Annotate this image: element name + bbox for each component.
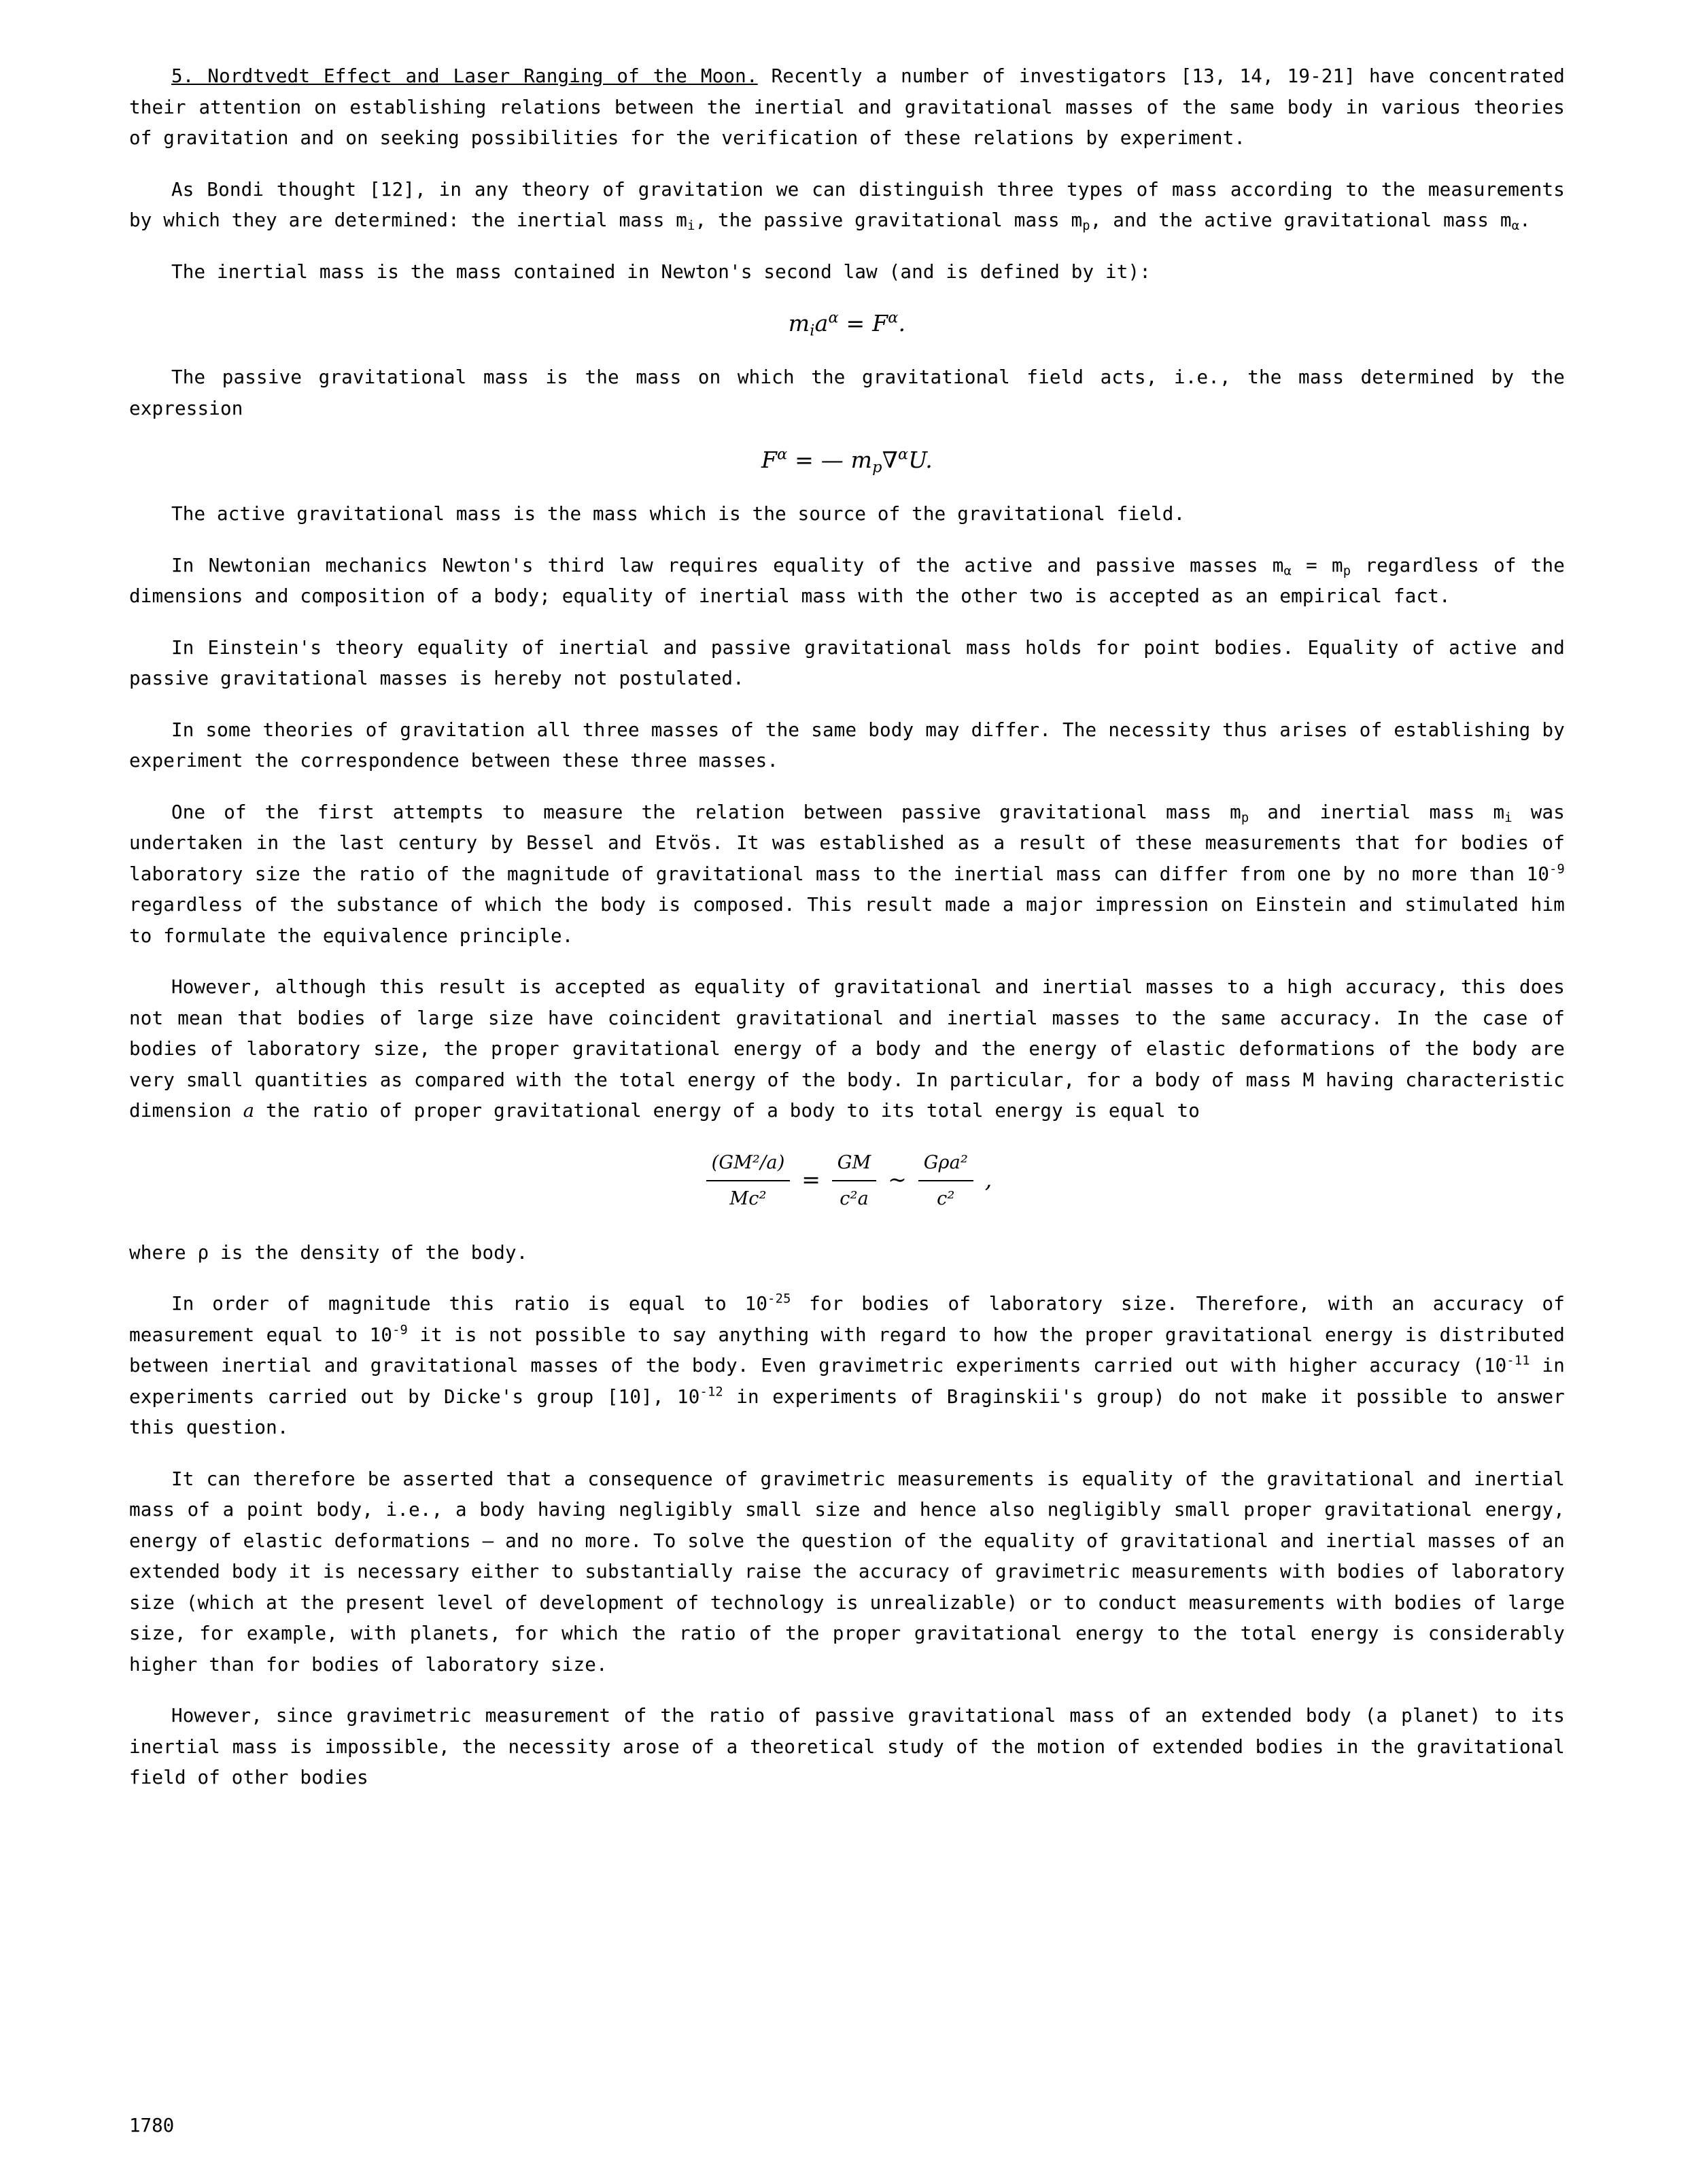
subscript-alpha: α [1283,564,1292,578]
paragraph-text: However, although this result is accepted as equality of gravitational and inertial masses to a high accuracy, this does not mean that bodies of large size have coincident gravitational and inertial masses to the same accuracy. In the case of bodies of laboratory size, the proper gravitational energy of a body and the energy of elastic deformations of the body are very small quantities as compared with the total energy of the body. In particular, for a body of mass M having characteristic dimension [129,976,1565,1122]
section-heading: 5. Nordtvedt Effect and Laser Ranging of the Moon. [171,65,758,87]
superscript-exponent: -11 [1506,1353,1530,1368]
paragraph-text: for bodies of laboratory size. Therefore, with an accuracy of measurement equal to 10 [129,1293,1565,1346]
fraction-denominator: Mc² [729,1188,767,1209]
article-body [129,61,1565,1794]
fraction-1 [706,1147,791,1215]
eq-equals-minus-m: = — m [787,447,873,473]
eq-sup-alpha: α [828,309,839,327]
paragraph-text: The passive gravitational mass is the mass on which the gravitational field acts, i.e., the mass determined by the expression [129,366,1565,419]
fraction-3 [918,1147,973,1215]
subscript-p: p [1343,564,1351,578]
subscript-p: p [1241,810,1249,825]
equation-passive-force [129,445,1565,476]
paragraph-point-body-conclusion [129,1464,1565,1681]
eq-u: U [908,447,926,473]
paragraph-text: However, since gravimetric measurement of the ratio of passive gravitational mass of an extended body (a planet) to its inertial mass is impossible, the necessity arose of a theoretical study of the motion of extended bodies in the gravitational field of other bodies [129,1705,1565,1788]
fraction-numerator: Gρa² [918,1147,973,1181]
fraction-denominator: c² [937,1188,955,1209]
tilde-sign: ∼ [888,1166,908,1192]
paragraph-einstein-theory [129,633,1565,695]
paragraph-text: The inertial mass is the mass contained in Newton's second law (and is defined by it): [171,260,1152,283]
page-number: 1780 [129,2115,175,2136]
eq-sup-alpha-2: α [888,309,899,327]
equals-sign: = [801,1166,821,1192]
paragraph-density-note [129,1238,1565,1269]
fraction-numerator: (GM²/a) [706,1147,791,1181]
paragraph-text: = m [1291,554,1343,576]
paragraph-bessel-etvos [129,797,1565,952]
paragraph-text: where ρ is the density of the body. [129,1241,528,1264]
eq-comma: , [984,1166,992,1192]
paragraph-theoretical-study [129,1701,1565,1794]
fraction-denominator: c²a [840,1188,869,1209]
paragraph-text: . [1519,209,1531,231]
paragraph-text: it is not possible to say anything with regard to how the proper gravitational energy is distributed between inertial and gravitational masses of the body. Even gravimetric experiments carried out with higher accuracy (10 [129,1323,1565,1376]
paragraph-passive-mass [129,362,1565,424]
paragraph-text: In some theories of gravitation all three masses of the same body may differ. The necessity thus arises of establishing by experiment the correspondence between these three masses. [129,718,1565,772]
paragraph-text: As Bondi thought [12], in any theory of gravitation we can distinguish three types of mass according to the measurements by which they are determined: the inertial mass m [129,178,1565,231]
subscript-alpha: α [1511,219,1520,234]
paragraph-text: In Newtonian mechanics Newton's third law requires equality of the active and passive masses m [171,554,1284,576]
paragraph-text: in experiments carried out by Dicke's group [10], 10 [129,1355,1565,1408]
paragraph-text: In order of magnitude this ratio is equal to 10 [171,1293,768,1315]
paragraph-text: The active gravitational mass is the mass which is the source of the gravitational field. [171,503,1186,525]
eq-a: a [814,310,829,336]
paragraph-text: , the passive gravitational mass m [695,209,1083,231]
paragraph-order-of-magnitude [129,1289,1565,1444]
eq-sub-i: i [810,322,815,340]
paragraph-text: regardless of the substance of which the body is composed. This result made a major impression on Einstein and stimulated him to formulate the equivalence principle. [129,894,1565,947]
subscript-i: i [687,219,695,234]
eq-sup-alpha-2: α [897,445,909,464]
paragraph-text: in experiments of Braginskii's group) do not make it possible to answer this question. [129,1385,1565,1438]
paragraph-text: , and the active gravitational mass m [1090,209,1512,231]
paragraph-text: One of the first attempts to measure the relation between passive gravitational mass m [171,801,1241,823]
equation-newton-second-law [129,308,1565,339]
subscript-i: i [1504,810,1512,825]
eq-nabla: ∇ [882,447,898,473]
paragraph-text: Recently a number of investigators [13, 14, 19-21] have concentrated their attention on establishing relations between the inertial and gravitational masses of the same body in various theories of gravitation and on seeking possibilities for the verification of these relations by experiment. [129,65,1565,149]
eq-sup-alpha: α [777,445,788,464]
superscript-exponent: -25 [767,1292,791,1306]
paragraph-large-bodies [129,972,1565,1127]
paragraph-text: It can therefore be asserted that a consequence of gravimetric measurements is equality of the gravitational and inertial mass of a point body, i.e., a body having negligibly small size and hence also negligibly small proper gravitational energy, energy of elastic deformations — and no more. To solve the question of the equality of gravitational and inertial masses of an extended body it is necessary either to substantially raise the accuracy of gravimetric measurements with bodies of laboratory size (which at the present level of development of technology is unrealizable) or to conduct measurements with bodies of large size, for example, with planets, for which the ratio of the proper gravitational energy to the total energy is considerably higher than for bodies of laboratory size. [129,1468,1565,1676]
paragraph-bondi [129,175,1565,237]
paragraph-text: regardless of the dimensions and composition of a body; equality of inertial mass with the other two is accepted as an empirical fact. [129,554,1566,607]
fraction-numerator: GM [832,1147,877,1181]
paragraph-text: and inertial mass m [1249,801,1505,823]
eq-period: . [898,310,906,336]
paragraph-text: the ratio of proper gravitational energy of a body to its total energy is equal to [254,1100,1200,1122]
eq-m: m [788,310,810,336]
paragraph-text: In Einstein's theory equality of inertial and passive gravitational mass holds for point bodies. Equality of active and passive gravitational masses is hereby not postulated. [129,636,1565,689]
paragraph-three-masses [129,715,1565,777]
paragraph-active-mass [129,499,1565,530]
paragraph-inertial-mass [129,257,1565,288]
eq-equals-f: = F [838,310,888,336]
superscript-exponent: -9 [392,1323,408,1338]
subscript-p: p [1082,219,1090,234]
paragraph-section-intro [129,61,1565,154]
eq-f: F [761,447,778,473]
paragraph-text: was undertaken in the last century by Bessel and Etvös. It was established as a result of these measurements that for bodies of laboratory size the ratio of the magnitude of gravitational mass to the inertial mass can differ from one by no more than 10 [129,801,1565,885]
fraction-2 [832,1147,877,1215]
equation-energy-ratio [129,1147,1565,1215]
eq-sub-p: p [872,458,882,476]
paragraph-newtonian-mechanics [129,551,1565,612]
superscript-exponent: -9 [1549,862,1565,877]
math-variable-a: a [243,1100,255,1122]
eq-period: . [925,447,933,473]
superscript-exponent: -12 [699,1385,723,1400]
